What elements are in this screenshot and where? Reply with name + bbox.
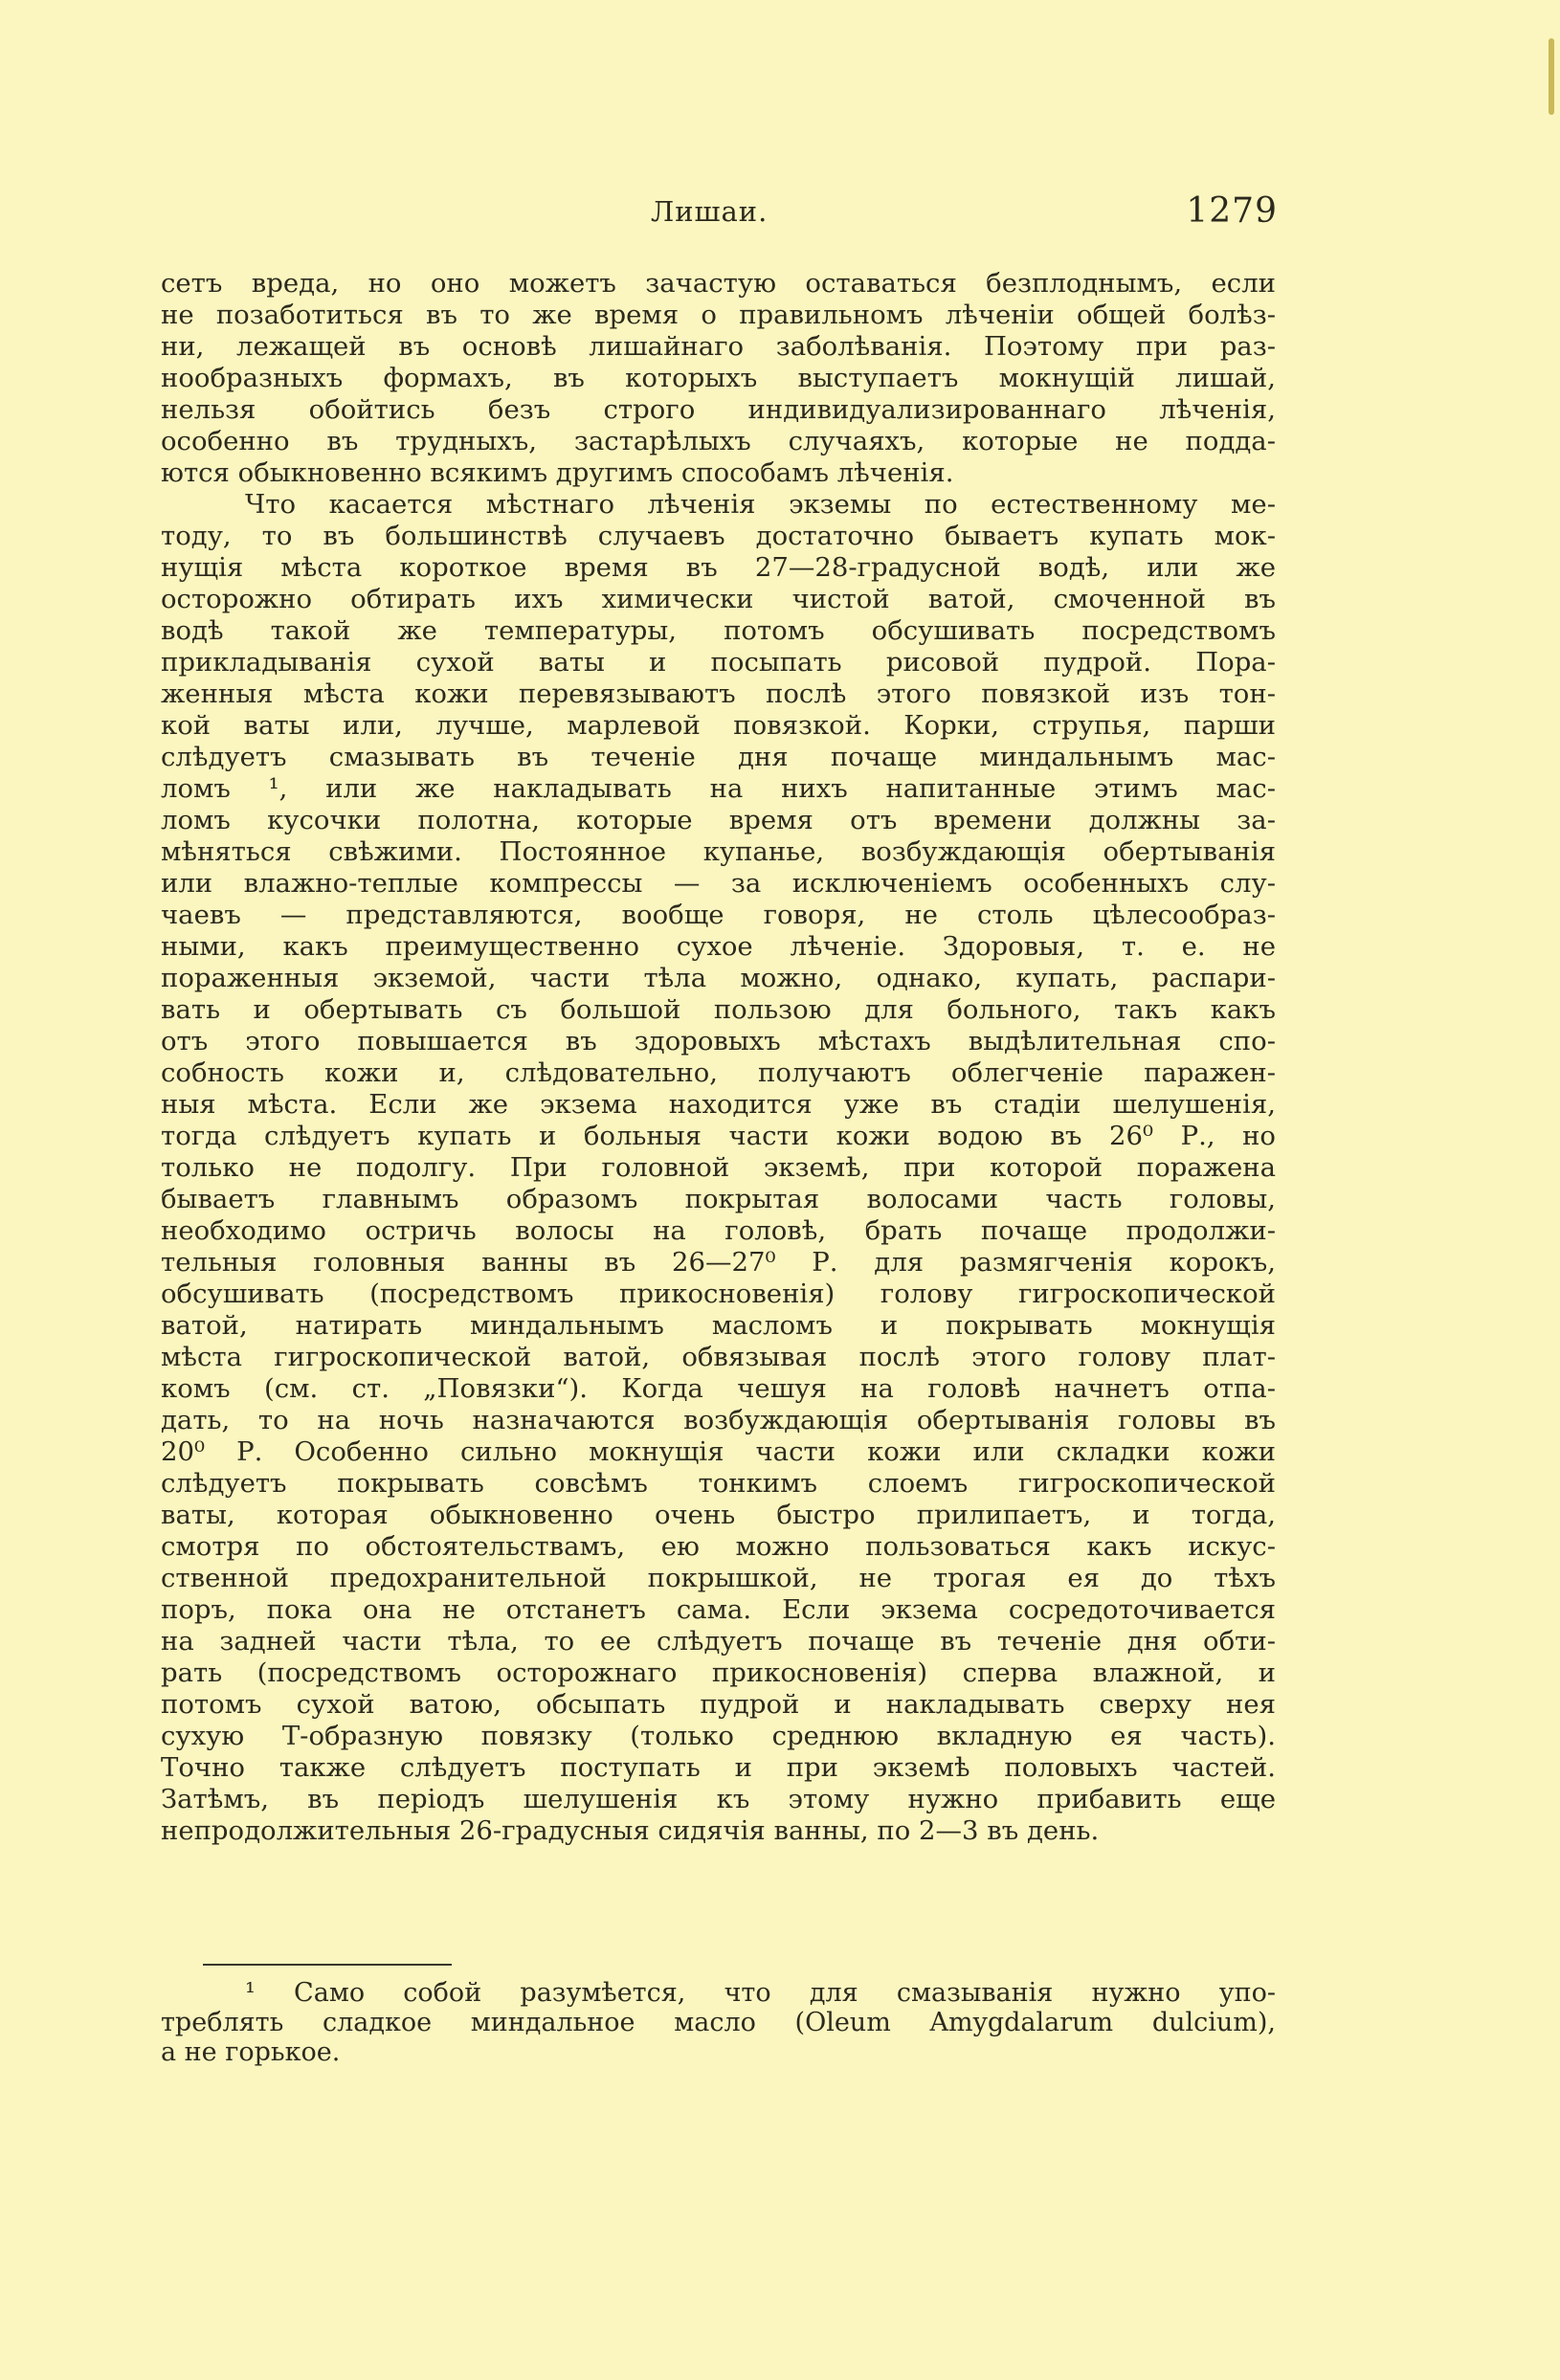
text-line: смотря по обстоятельствамъ, ею можно пользоваться какъ искус- [161,1531,1276,1562]
text-line: на задней части тѣла, то ее слѣдуетъ почаще въ теченіе дня обти- [161,1626,1276,1657]
text-line: ными, какъ преимущественно сухое лѣченіе. Здоровыя, т. е. не [161,931,1276,962]
text-line: ныя мѣста. Если же экзема находится уже въ стадіи шелушенія, [161,1089,1276,1120]
text-line: поръ, пока она не отстанетъ сама. Если экзема сосредоточивается [161,1594,1276,1625]
footnote-divider [203,1964,452,1966]
main-text [161,268,1276,1847]
text-line: обсушивать (посредствомъ прикосновенія) голову гигроскопической [161,1279,1276,1309]
text-line: бываетъ главнымъ образомъ покрытая волосами часть головы, [161,1184,1276,1214]
text-line: потомъ сухой ватою, обсыпать пудрой и накладывать сверху нея [161,1689,1276,1720]
text-line: прикладыванія сухой ваты и посыпать рисовой пудрой. Пора- [161,647,1276,678]
page-header [163,191,1287,239]
footnote-line: треблять сладкое миндальное масло (Oleum Amygdalarum dulcium), [161,2008,1276,2037]
text-line: ломъ ¹, или же накладывать на нихъ напитанные этимъ мас- [161,773,1276,804]
text-line: вать и обертывать съ большой пользою для больного, такъ какъ [161,994,1276,1025]
text-line: дать, то на ночь назначаются возбуждающія обертыванія головы въ [161,1405,1276,1435]
text-line: сухую Т-образную повязку (только среднюю вкладную ея часть). [161,1721,1276,1751]
text-line: отъ этого повышается въ здоровыхъ мѣстахъ выдѣлительная спо- [161,1026,1276,1057]
text-line: собность кожи и, слѣдовательно, получаютъ облегченіе паражен- [161,1057,1276,1088]
text-line: только не подолгу. При головной экземѣ, при которой поражена [161,1152,1276,1183]
text-line: пораженныя экземой, части тѣла можно, однако, купать, распари- [161,963,1276,993]
text-line: тоду, то въ большинствѣ случаевъ достаточно бываетъ купать мок- [161,521,1276,551]
text-line: 20⁰ Р. Особенно сильно мокнущія части кожи или складки кожи [161,1436,1276,1467]
text-line: Затѣмъ, въ періодъ шелушенія къ этому нужно прибавить еще [161,1784,1276,1814]
text-line: мѣняться свѣжими. Постоянное купанье, возбуждающія обертыванія [161,836,1276,867]
text-line: чаевъ — представляются, вообще говоря, не столь цѣлесообраз- [161,900,1276,930]
page-edge-mark [1549,38,1554,115]
page-number: 1279 [1186,191,1278,231]
text-line: ваты, которая обыкновенно очень быстро прилипаетъ, и тогда, [161,1500,1276,1530]
text-line: мѣста гигроскопической ватой, обвязывая послѣ этого голову плат- [161,1342,1276,1372]
footnote-line: ¹ Само собой разумѣется, что для смазыванія нужно упо- [245,1978,1276,2008]
text-line: нущія мѣста короткое время въ 27—28-градусной водѣ, или же [161,552,1276,583]
text-line: осторожно обтирать ихъ химически чистой ватой, смоченной въ [161,584,1276,614]
text-line: ломъ кусочки полотна, которые время отъ времени должны за- [161,805,1276,835]
text-line: слѣдуетъ смазывать въ теченіе дня почаще миндальнымъ мас- [161,742,1276,772]
text-line: ются обыкновенно всякимъ другимъ способамъ лѣченія. [161,457,954,488]
text-line: не позаботиться въ то же время о правильномъ лѣченіи общей болѣз- [161,300,1276,330]
text-line: Точно также слѣдуетъ поступать и при экземѣ половыхъ частей. [161,1752,1276,1783]
text-line: Что касается мѣстнаго лѣченія экземы по естественному ме- [245,489,1276,520]
text-line: необходимо остричь волосы на головѣ, брать почаще продолжи- [161,1215,1276,1246]
text-line: нообразныхъ формахъ, въ которыхъ выступаетъ мокнущій лишай, [161,363,1276,393]
text-line: слѣдуетъ покрывать совсѣмъ тонкимъ слоемъ гигроскопической [161,1468,1276,1499]
footnote [161,1978,1276,2067]
text-line: нельзя обойтись безъ строго индивидуализированнаго лѣченія, [161,394,1276,425]
text-line: ватой, натирать миндальнымъ масломъ и покрывать мокнущія [161,1310,1276,1341]
text-line: комъ (см. ст. „Повязки“). Когда чешуя на головѣ начнетъ отпа- [161,1373,1276,1404]
text-line: тельныя головныя ванны въ 26—27⁰ Р. для размягченія корокъ, [161,1247,1276,1278]
text-line: рать (посредствомъ осторожнаго прикосновенія) сперва влажной, и [161,1657,1276,1688]
text-line: или влажно-теплые компрессы — за исключеніемъ особенныхъ слу- [161,868,1276,899]
footnote-line: а не горькое. [161,2037,341,2067]
text-line: женныя мѣста кожи перевязываютъ послѣ этого повязкой изъ тон- [161,678,1276,709]
text-line: водѣ такой же температуры, потомъ обсушивать посредствомъ [161,615,1276,646]
text-line: непродолжительныя 26-градусныя сидячія ванны, по 2—3 въ день. [161,1815,1100,1846]
text-line: сетъ вреда, но оно можетъ зачастую оставаться безплоднымъ, если [161,268,1276,299]
text-line: особенно въ трудныхъ, застарѣлыхъ случаяхъ, которые не подда- [161,426,1276,456]
text-line: ственной предохранительной покрышкой, не трогая ея до тѣхъ [161,1563,1276,1593]
text-line: ни, лежащей въ основѣ лишайнаго заболѣванія. Поэтому при раз- [161,331,1276,362]
running-title: Лишаи. [651,195,769,228]
text-line: кой ваты или, лучше, марлевой повязкой. Корки, струпья, парши [161,710,1276,741]
text-line: тогда слѣдуетъ купать и больныя части кожи водою въ 26⁰ Р., но [161,1121,1276,1151]
